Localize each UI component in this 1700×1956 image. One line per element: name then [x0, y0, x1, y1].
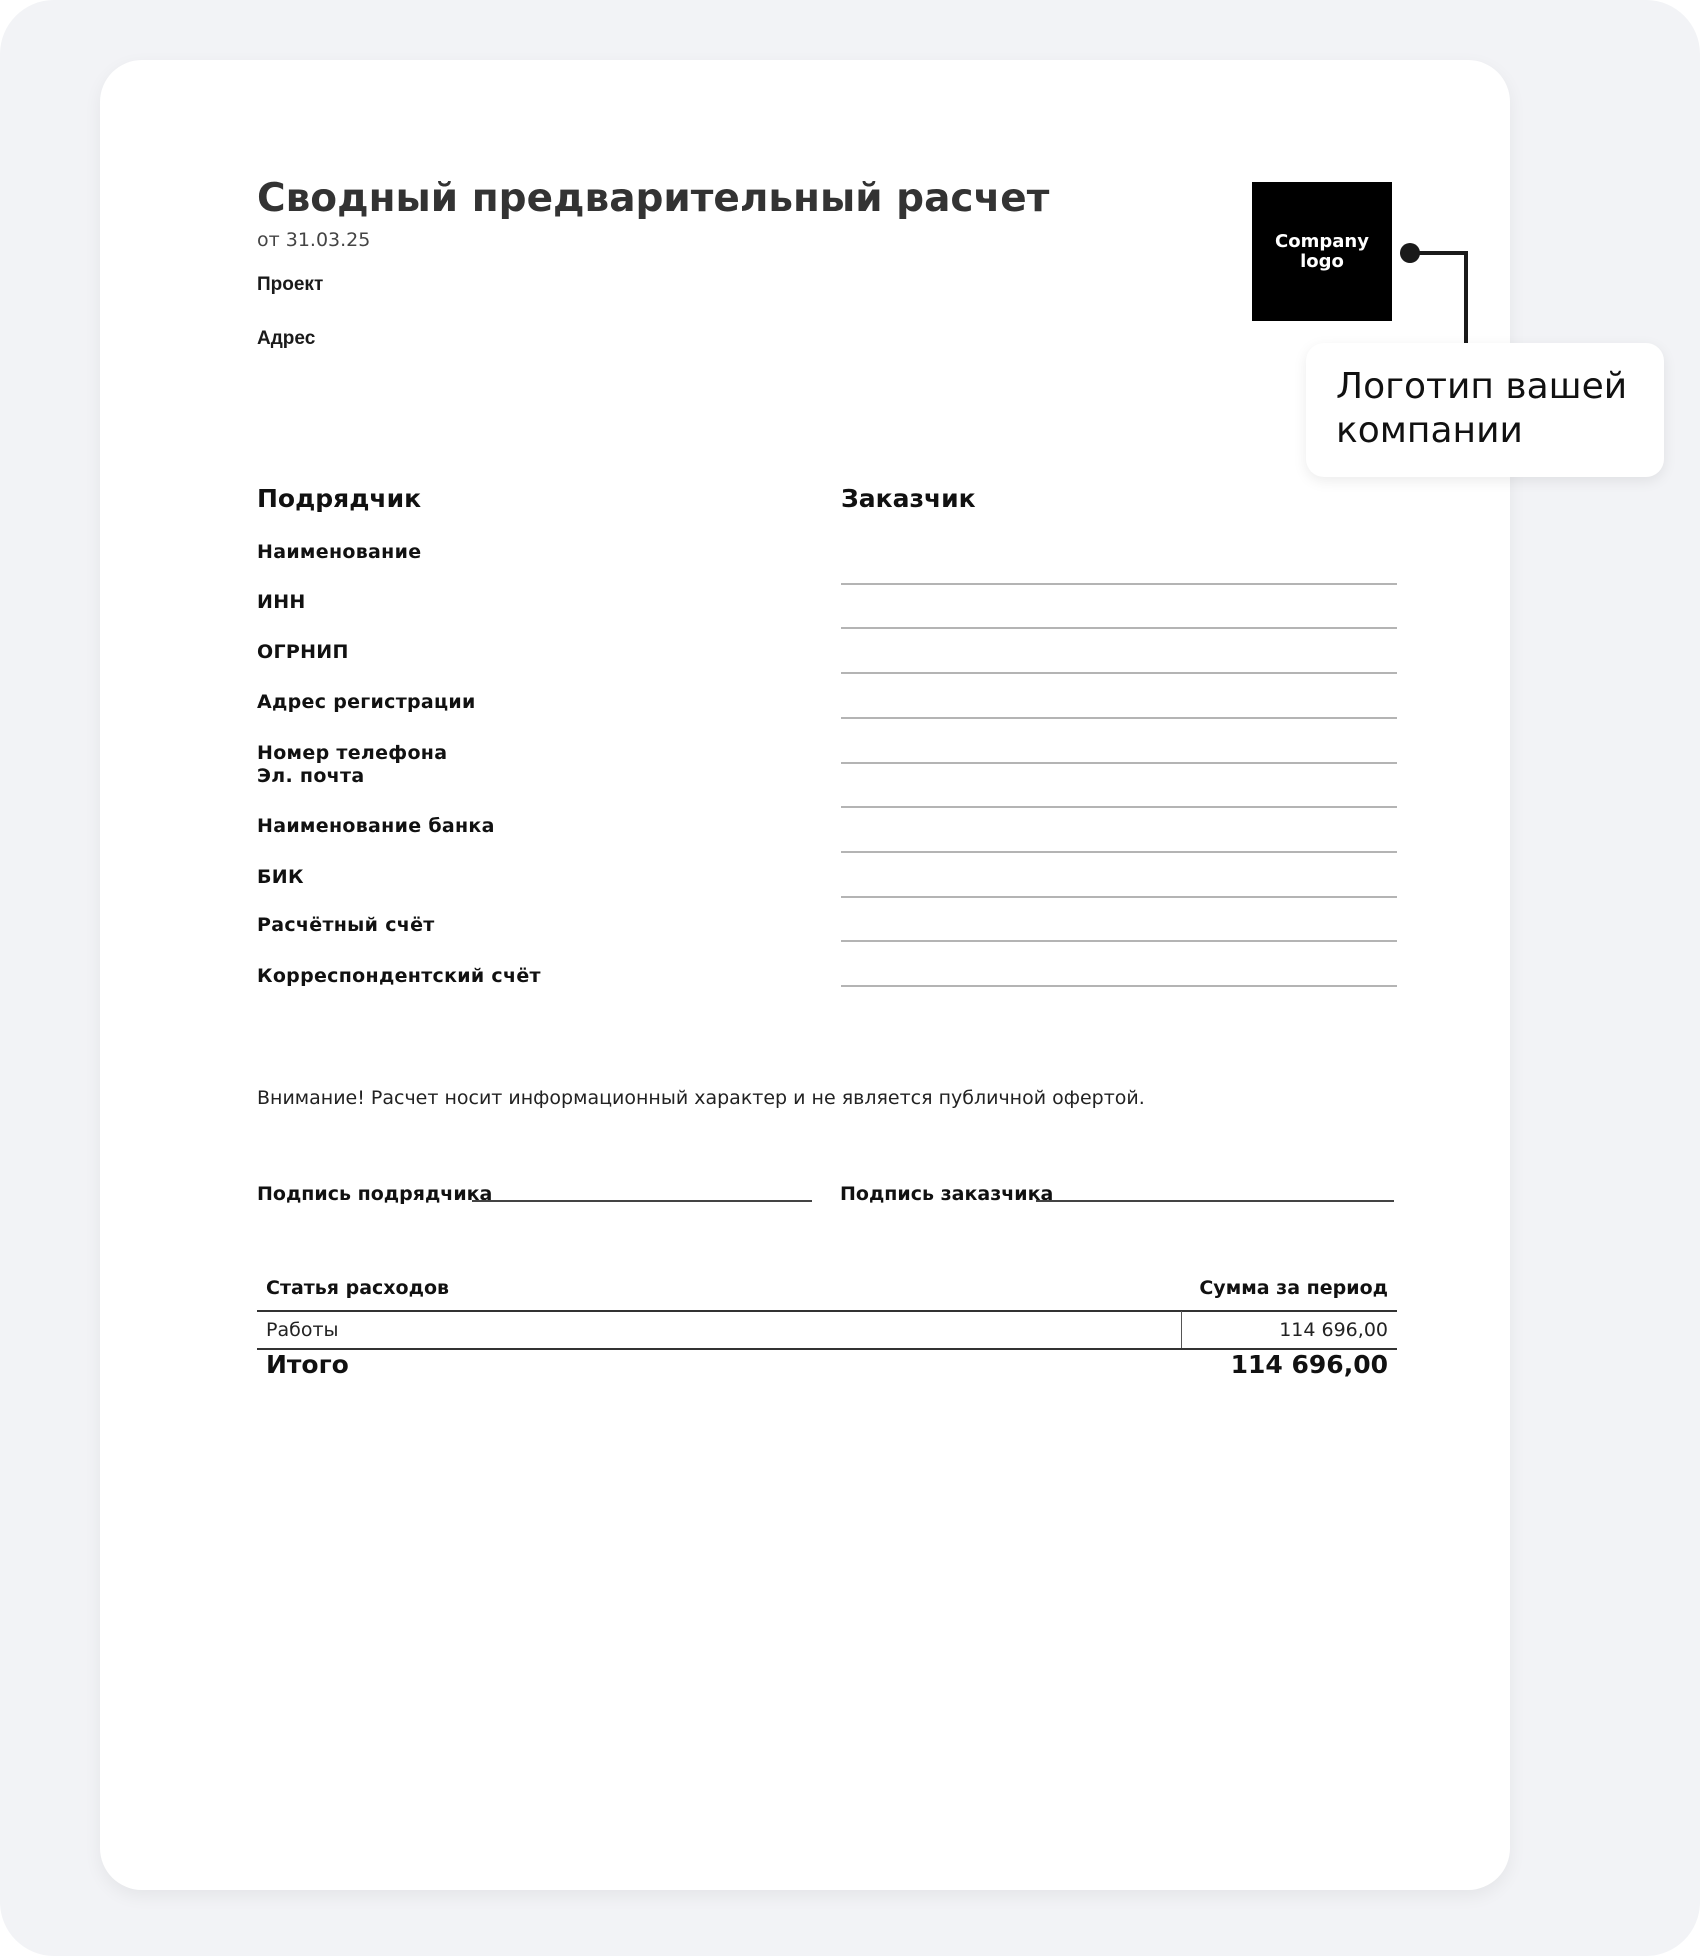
customer-fill-line[interactable] — [841, 940, 1397, 942]
field-name: Наименование — [257, 541, 422, 563]
table-header-rule — [257, 1310, 1397, 1312]
customer-fill-line[interactable] — [841, 762, 1397, 764]
contractor-signature-line[interactable] — [472, 1200, 812, 1202]
table-row-item: Работы — [266, 1319, 339, 1341]
table-header-amount: Сумма за период — [1199, 1277, 1388, 1299]
total-label: Итого — [266, 1350, 349, 1379]
callout-text: Логотип вашей компании — [1336, 366, 1628, 451]
address-label: Адрес — [257, 328, 316, 349]
table-row-amount: 114 696,00 — [1279, 1319, 1388, 1341]
field-inn: ИНН — [257, 591, 306, 613]
customer-signature-line[interactable] — [1036, 1200, 1394, 1202]
customer-fill-line[interactable] — [841, 583, 1397, 585]
customer-fill-line[interactable] — [841, 985, 1397, 987]
table-column-divider — [1181, 1311, 1182, 1349]
field-bank-name: Наименование банка — [257, 815, 495, 837]
connector-line — [1410, 253, 1466, 345]
project-label: Проект — [257, 274, 324, 295]
field-bik: БИК — [257, 866, 304, 888]
field-phone: Номер телефона — [257, 742, 448, 764]
field-settlement-account: Расчётный счёт — [257, 914, 435, 936]
customer-heading: Заказчик — [841, 484, 976, 513]
logo-placeholder-text: Company logo — [1275, 230, 1369, 272]
customer-fill-line[interactable] — [841, 672, 1397, 674]
table-header-item: Статья расходов — [266, 1277, 450, 1299]
customer-signature-label: Подпись заказчика — [840, 1183, 1054, 1205]
logo-callout — [1306, 343, 1664, 477]
customer-fill-line[interactable] — [841, 627, 1397, 629]
document-date: от 31.03.25 — [257, 229, 371, 251]
customer-fill-line[interactable] — [841, 896, 1397, 898]
contractor-signature-label: Подпись подрядчика — [257, 1183, 493, 1205]
document-title: Сводный предварительный расчет — [257, 176, 1050, 221]
total-value: 114 696,00 — [1230, 1350, 1388, 1379]
field-email: Эл. почта — [257, 765, 365, 787]
customer-fill-line[interactable] — [841, 717, 1397, 719]
customer-fill-line[interactable] — [841, 806, 1397, 808]
field-ogrnip: ОГРНИП — [257, 641, 349, 663]
field-correspondent-account: Корреспондентский счёт — [257, 965, 541, 987]
customer-fill-line[interactable] — [841, 851, 1397, 853]
disclaimer-notice: Внимание! Расчет носит информационный характер и не является публичной офертой. — [257, 1087, 1145, 1109]
table-total-rule — [257, 1348, 1397, 1350]
field-registration-address: Адрес регистрации — [257, 691, 476, 713]
contractor-heading: Подрядчик — [257, 484, 422, 513]
